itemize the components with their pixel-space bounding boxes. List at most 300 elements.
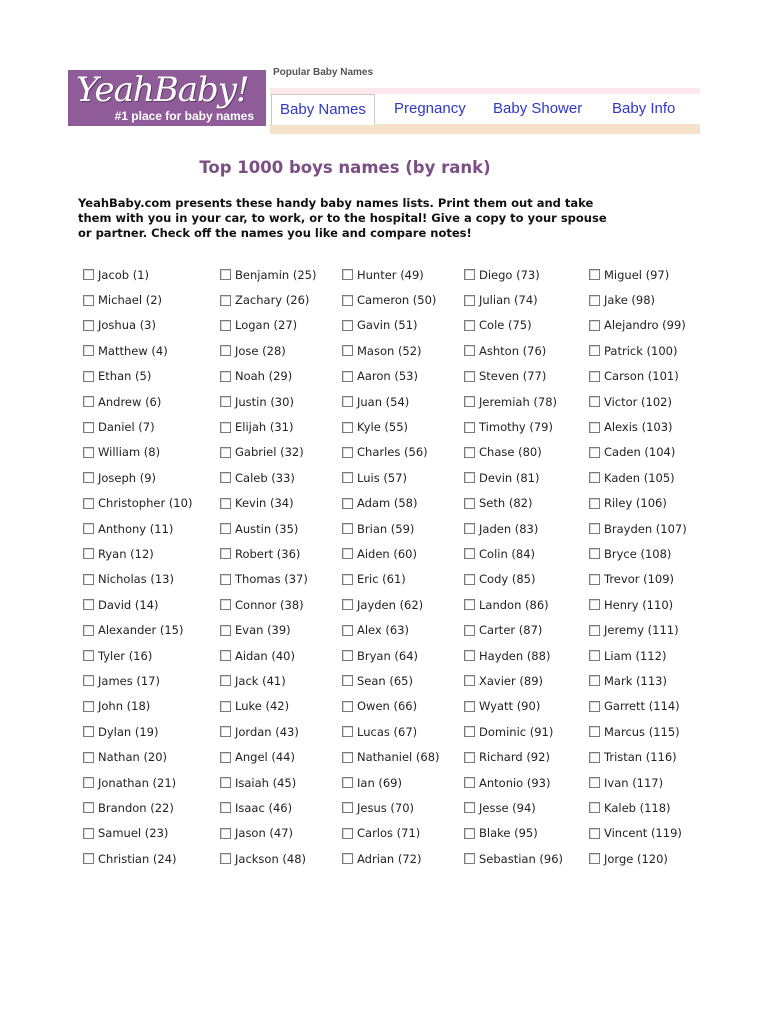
name-checkbox[interactable]: [83, 422, 94, 433]
name-item[interactable]: [83, 592, 192, 617]
name-item[interactable]: [464, 719, 563, 744]
nav-baby-shower[interactable]: Baby Shower: [493, 100, 583, 117]
name-item[interactable]: [464, 491, 563, 516]
name-checkbox[interactable]: [83, 625, 94, 636]
name-checkbox[interactable]: [220, 752, 231, 763]
name-checkbox[interactable]: [83, 447, 94, 458]
name-checkbox[interactable]: [464, 269, 475, 280]
name-label: Alex (63): [357, 623, 410, 638]
name-checkbox[interactable]: [220, 422, 231, 433]
name-checkbox[interactable]: [464, 650, 475, 661]
name-item[interactable]: [589, 465, 687, 490]
name-label: Gavin (51): [357, 318, 418, 333]
name-label: Luis (57): [357, 470, 407, 485]
name-checkbox[interactable]: [589, 548, 600, 559]
name-item[interactable]: [464, 389, 563, 414]
name-checkbox[interactable]: [83, 701, 94, 712]
name-item[interactable]: [220, 719, 316, 744]
name-label: Daniel (7): [98, 420, 155, 435]
name-checkbox[interactable]: [342, 498, 353, 509]
name-checkbox[interactable]: [589, 269, 600, 280]
name-item[interactable]: [464, 338, 563, 363]
name-item[interactable]: [589, 364, 687, 389]
name-item[interactable]: [220, 617, 316, 642]
name-item[interactable]: [220, 491, 316, 516]
name-checkbox[interactable]: [83, 498, 94, 509]
name-item[interactable]: [220, 414, 316, 439]
name-item[interactable]: [220, 516, 316, 541]
name-checkbox[interactable]: [589, 320, 600, 331]
name-checkbox[interactable]: [220, 802, 231, 813]
name-item[interactable]: [342, 668, 440, 693]
names-column-4: [464, 262, 563, 871]
name-label: John (18): [98, 699, 151, 714]
name-item[interactable]: [464, 414, 563, 439]
name-checkbox[interactable]: [464, 828, 475, 839]
name-item[interactable]: [589, 287, 687, 312]
name-item[interactable]: [464, 262, 563, 287]
name-item[interactable]: [220, 744, 316, 769]
name-label: Jonathan (21): [98, 775, 177, 790]
name-checkbox[interactable]: [220, 599, 231, 610]
name-item[interactable]: [220, 364, 316, 389]
name-item[interactable]: [589, 338, 687, 363]
name-checkbox[interactable]: [220, 371, 231, 382]
logo-tagline: #1 place for baby names: [114, 109, 254, 123]
name-label: Thomas (37): [235, 572, 308, 587]
name-checkbox[interactable]: [220, 345, 231, 356]
name-item[interactable]: [342, 287, 440, 312]
name-checkbox[interactable]: [464, 422, 475, 433]
name-item[interactable]: [342, 719, 440, 744]
name-checkbox[interactable]: [83, 777, 94, 788]
name-label: Aiden (60): [357, 546, 417, 561]
name-item[interactable]: [589, 770, 687, 795]
name-checkbox[interactable]: [342, 320, 353, 331]
name-label: Mark (113): [604, 673, 667, 688]
name-checkbox[interactable]: [342, 726, 353, 737]
name-checkbox[interactable]: [220, 295, 231, 306]
name-checkbox[interactable]: [83, 726, 94, 737]
name-item[interactable]: [220, 541, 316, 566]
name-item[interactable]: [83, 262, 192, 287]
name-item[interactable]: [464, 668, 563, 693]
name-checkbox[interactable]: [220, 472, 231, 483]
name-checkbox[interactable]: [589, 574, 600, 585]
nav-baby-names[interactable]: Baby Names: [271, 94, 375, 125]
name-label: Robert (36): [235, 546, 301, 561]
name-item[interactable]: [342, 846, 440, 871]
name-checkbox[interactable]: [220, 675, 231, 686]
name-checkbox[interactable]: [83, 371, 94, 382]
name-checkbox[interactable]: [342, 625, 353, 636]
name-item[interactable]: [220, 668, 316, 693]
name-checkbox[interactable]: [342, 650, 353, 661]
name-checkbox[interactable]: [342, 574, 353, 585]
name-label: Ian (69): [357, 775, 402, 790]
name-label: Caleb (33): [235, 470, 295, 485]
name-item[interactable]: [342, 821, 440, 846]
name-item[interactable]: [220, 262, 316, 287]
name-checkbox[interactable]: [342, 599, 353, 610]
name-item[interactable]: [220, 287, 316, 312]
name-checkbox[interactable]: [589, 726, 600, 737]
name-item[interactable]: [83, 744, 192, 769]
name-item[interactable]: [342, 465, 440, 490]
name-checkbox[interactable]: [342, 523, 353, 534]
nav-pregnancy[interactable]: Pregnancy: [394, 100, 466, 117]
name-checkbox[interactable]: [589, 650, 600, 661]
name-label: Eric (61): [357, 572, 406, 587]
name-checkbox[interactable]: [220, 650, 231, 661]
name-checkbox[interactable]: [342, 422, 353, 433]
name-checkbox[interactable]: [464, 371, 475, 382]
name-checkbox[interactable]: [220, 828, 231, 839]
name-checkbox[interactable]: [589, 675, 600, 686]
name-label: Sean (65): [357, 673, 413, 688]
name-item[interactable]: [220, 592, 316, 617]
name-item[interactable]: [83, 364, 192, 389]
name-item[interactable]: [83, 491, 192, 516]
name-item[interactable]: [342, 338, 440, 363]
name-item[interactable]: [220, 567, 316, 592]
name-item[interactable]: [589, 440, 687, 465]
name-checkbox[interactable]: [589, 828, 600, 839]
name-checkbox[interactable]: [83, 548, 94, 559]
name-label: Jackson (48): [235, 851, 306, 866]
name-label: Alexis (103): [604, 420, 673, 435]
name-item[interactable]: [342, 414, 440, 439]
name-item[interactable]: [589, 795, 687, 820]
name-checkbox[interactable]: [342, 295, 353, 306]
name-item[interactable]: [589, 414, 687, 439]
name-item[interactable]: [83, 846, 192, 871]
name-checkbox[interactable]: [220, 447, 231, 458]
name-label: Diego (73): [479, 267, 540, 282]
name-checkbox[interactable]: [464, 675, 475, 686]
name-item[interactable]: [464, 770, 563, 795]
name-item[interactable]: [220, 821, 316, 846]
name-item[interactable]: [342, 694, 440, 719]
name-checkbox[interactable]: [464, 625, 475, 636]
name-checkbox[interactable]: [464, 752, 475, 763]
name-item[interactable]: [83, 668, 192, 693]
name-item[interactable]: [220, 338, 316, 363]
name-item[interactable]: [464, 364, 563, 389]
name-item[interactable]: [83, 643, 192, 668]
name-checkbox[interactable]: [464, 802, 475, 813]
name-item[interactable]: [464, 821, 563, 846]
site-logo[interactable]: [68, 70, 266, 126]
name-checkbox[interactable]: [83, 802, 94, 813]
name-checkbox[interactable]: [589, 498, 600, 509]
name-label: Elijah (31): [235, 420, 294, 435]
name-checkbox[interactable]: [589, 802, 600, 813]
name-label: Carlos (71): [357, 826, 421, 841]
name-checkbox[interactable]: [464, 599, 475, 610]
name-item[interactable]: [589, 313, 687, 338]
name-item[interactable]: [589, 744, 687, 769]
name-label: Bryan (64): [357, 648, 419, 663]
name-checkbox[interactable]: [83, 345, 94, 356]
name-checkbox[interactable]: [220, 853, 231, 864]
name-item[interactable]: [83, 719, 192, 744]
name-checkbox[interactable]: [220, 625, 231, 636]
name-checkbox[interactable]: [342, 675, 353, 686]
name-checkbox[interactable]: [342, 701, 353, 712]
name-label: Jorge (120): [604, 851, 668, 866]
name-checkbox[interactable]: [464, 853, 475, 864]
name-item[interactable]: [83, 414, 192, 439]
name-checkbox[interactable]: [589, 472, 600, 483]
name-checkbox[interactable]: [464, 574, 475, 585]
name-checkbox[interactable]: [589, 422, 600, 433]
name-item[interactable]: [342, 364, 440, 389]
name-label: Jason (47): [235, 826, 294, 841]
name-checkbox[interactable]: [83, 650, 94, 661]
name-checkbox[interactable]: [83, 523, 94, 534]
name-item[interactable]: [220, 465, 316, 490]
name-label: Jeremiah (78): [479, 394, 558, 409]
name-checkbox[interactable]: [342, 802, 353, 813]
name-label: Caden (104): [604, 445, 676, 460]
name-item[interactable]: [342, 795, 440, 820]
name-item[interactable]: [83, 465, 192, 490]
name-item[interactable]: [464, 694, 563, 719]
name-item[interactable]: [342, 516, 440, 541]
name-checkbox[interactable]: [220, 726, 231, 737]
name-checkbox[interactable]: [220, 498, 231, 509]
name-checkbox[interactable]: [589, 447, 600, 458]
name-checkbox[interactable]: [464, 523, 475, 534]
name-checkbox[interactable]: [464, 548, 475, 559]
name-item[interactable]: [83, 541, 192, 566]
name-checkbox[interactable]: [589, 295, 600, 306]
name-item[interactable]: [589, 262, 687, 287]
name-item[interactable]: [589, 592, 687, 617]
name-checkbox[interactable]: [220, 574, 231, 585]
name-label: Isaiah (45): [235, 775, 297, 790]
name-checkbox[interactable]: [464, 396, 475, 407]
name-checkbox[interactable]: [342, 828, 353, 839]
name-item[interactable]: [464, 567, 563, 592]
name-checkbox[interactable]: [464, 701, 475, 712]
name-label: Kyle (55): [357, 420, 409, 435]
name-label: Chase (80): [479, 445, 542, 460]
name-item[interactable]: [464, 744, 563, 769]
name-item[interactable]: [83, 389, 192, 414]
name-checkbox[interactable]: [589, 752, 600, 763]
name-checkbox[interactable]: [83, 269, 94, 280]
name-checkbox[interactable]: [83, 675, 94, 686]
name-label: Zachary (26): [235, 293, 310, 308]
name-item[interactable]: [83, 287, 192, 312]
name-checkbox[interactable]: [83, 853, 94, 864]
name-label: Alexander (15): [98, 623, 184, 638]
name-item[interactable]: [83, 795, 192, 820]
name-checkbox[interactable]: [589, 853, 600, 864]
name-label: Brayden (107): [604, 521, 687, 536]
name-item[interactable]: [220, 795, 316, 820]
name-checkbox[interactable]: [342, 371, 353, 382]
name-label: Adrian (72): [357, 851, 422, 866]
name-item[interactable]: [464, 846, 563, 871]
name-label: Bryce (108): [604, 546, 672, 561]
name-checkbox[interactable]: [220, 777, 231, 788]
name-item[interactable]: [342, 643, 440, 668]
name-item[interactable]: [342, 313, 440, 338]
name-item[interactable]: [589, 389, 687, 414]
name-checkbox[interactable]: [83, 396, 94, 407]
name-item[interactable]: [464, 516, 563, 541]
name-label: Cameron (50): [357, 293, 437, 308]
name-label: Angel (44): [235, 750, 295, 765]
name-item[interactable]: [83, 694, 192, 719]
name-label: Austin (35): [235, 521, 299, 536]
name-checkbox[interactable]: [342, 777, 353, 788]
name-checkbox[interactable]: [83, 320, 94, 331]
name-item[interactable]: [589, 846, 687, 871]
name-checkbox[interactable]: [83, 472, 94, 483]
name-item[interactable]: [589, 541, 687, 566]
name-label: Wyatt (90): [479, 699, 541, 714]
name-label: Devin (81): [479, 470, 540, 485]
name-checkbox[interactable]: [589, 599, 600, 610]
name-checkbox[interactable]: [220, 269, 231, 280]
name-item[interactable]: [589, 516, 687, 541]
name-item[interactable]: [220, 694, 316, 719]
name-checkbox[interactable]: [589, 523, 600, 534]
name-item[interactable]: [220, 643, 316, 668]
name-item[interactable]: [342, 770, 440, 795]
name-item[interactable]: [589, 617, 687, 642]
name-item[interactable]: [342, 491, 440, 516]
name-checkbox[interactable]: [464, 472, 475, 483]
name-item[interactable]: [342, 262, 440, 287]
name-item[interactable]: [83, 313, 192, 338]
name-label: Victor (102): [604, 394, 672, 409]
name-item[interactable]: [464, 313, 563, 338]
name-label: Jayden (62): [357, 597, 424, 612]
name-checkbox[interactable]: [342, 853, 353, 864]
name-item[interactable]: [589, 719, 687, 744]
name-item[interactable]: [342, 440, 440, 465]
name-checkbox[interactable]: [220, 548, 231, 559]
name-checkbox[interactable]: [342, 447, 353, 458]
name-label: David (14): [98, 597, 159, 612]
name-checkbox[interactable]: [464, 320, 475, 331]
name-item[interactable]: [83, 567, 192, 592]
name-item[interactable]: [589, 491, 687, 516]
name-item[interactable]: [342, 744, 440, 769]
name-label: Nicholas (13): [98, 572, 174, 587]
name-item[interactable]: [464, 795, 563, 820]
name-label: Noah (29): [235, 369, 293, 384]
name-item[interactable]: [589, 668, 687, 693]
name-label: Christopher (10): [98, 496, 193, 511]
name-checkbox[interactable]: [342, 472, 353, 483]
name-label: Kaleb (118): [604, 800, 671, 815]
name-item[interactable]: [342, 567, 440, 592]
name-label: Joseph (9): [98, 470, 157, 485]
name-item[interactable]: [342, 389, 440, 414]
name-checkbox[interactable]: [589, 777, 600, 788]
name-item[interactable]: [464, 617, 563, 642]
name-checkbox[interactable]: [589, 345, 600, 356]
name-item[interactable]: [589, 694, 687, 719]
name-item[interactable]: [464, 287, 563, 312]
name-checkbox[interactable]: [342, 548, 353, 559]
name-checkbox[interactable]: [464, 498, 475, 509]
name-item[interactable]: [220, 389, 316, 414]
name-checkbox[interactable]: [83, 828, 94, 839]
name-item[interactable]: [220, 846, 316, 871]
nav-baby-info[interactable]: Baby Info: [612, 100, 676, 117]
name-item[interactable]: [342, 592, 440, 617]
name-label: Richard (92): [479, 750, 550, 765]
name-checkbox[interactable]: [342, 269, 353, 280]
name-item[interactable]: [464, 465, 563, 490]
name-item[interactable]: [83, 617, 192, 642]
name-checkbox[interactable]: [589, 396, 600, 407]
name-item[interactable]: [83, 516, 192, 541]
name-checkbox[interactable]: [83, 599, 94, 610]
name-item[interactable]: [589, 643, 687, 668]
name-checkbox[interactable]: [464, 777, 475, 788]
name-item[interactable]: [464, 592, 563, 617]
name-label: Jack (41): [235, 673, 286, 688]
name-item[interactable]: [589, 821, 687, 846]
name-label: Connor (38): [235, 597, 304, 612]
name-checkbox[interactable]: [342, 396, 353, 407]
name-checkbox[interactable]: [220, 701, 231, 712]
name-item[interactable]: [589, 567, 687, 592]
name-item[interactable]: [83, 338, 192, 363]
name-checkbox[interactable]: [464, 345, 475, 356]
name-checkbox[interactable]: [220, 396, 231, 407]
name-checkbox[interactable]: [464, 295, 475, 306]
name-item[interactable]: [220, 770, 316, 795]
name-item[interactable]: [464, 440, 563, 465]
name-item[interactable]: [83, 821, 192, 846]
name-item[interactable]: [220, 440, 316, 465]
name-label: Adam (58): [357, 496, 418, 511]
name-label: Xavier (89): [479, 673, 543, 688]
name-item[interactable]: [342, 617, 440, 642]
name-checkbox[interactable]: [589, 371, 600, 382]
name-checkbox[interactable]: [342, 345, 353, 356]
name-checkbox[interactable]: [589, 701, 600, 712]
name-checkbox[interactable]: [83, 295, 94, 306]
name-item[interactable]: [83, 770, 192, 795]
name-checkbox[interactable]: [220, 320, 231, 331]
name-item[interactable]: [464, 643, 563, 668]
name-checkbox[interactable]: [464, 726, 475, 737]
name-item[interactable]: [464, 541, 563, 566]
name-checkbox[interactable]: [83, 574, 94, 585]
name-checkbox[interactable]: [589, 625, 600, 636]
name-checkbox[interactable]: [83, 752, 94, 763]
name-item[interactable]: [83, 440, 192, 465]
name-checkbox[interactable]: [464, 447, 475, 458]
name-item[interactable]: [220, 313, 316, 338]
name-label: Tristan (116): [604, 750, 677, 765]
name-checkbox[interactable]: [220, 523, 231, 534]
name-label: Henry (110): [604, 597, 674, 612]
name-checkbox[interactable]: [342, 752, 353, 763]
name-label: James (17): [98, 673, 160, 688]
name-item[interactable]: [342, 541, 440, 566]
